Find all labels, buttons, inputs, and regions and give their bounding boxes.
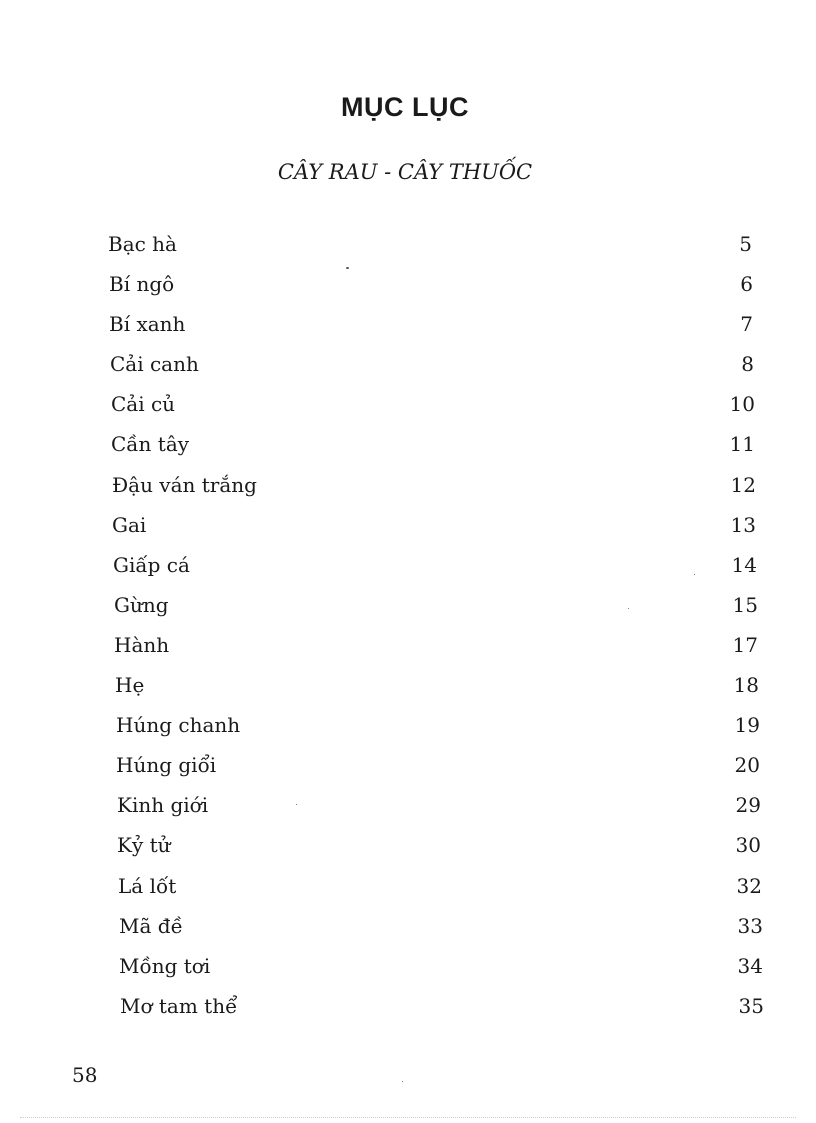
toc-entry-page: 7 — [740, 312, 753, 337]
toc-entry — [0, 994, 816, 1034]
toc-entry-page: 35 — [738, 993, 764, 1018]
toc-entry-label: Bạc hà — [108, 232, 177, 256]
toc-entry-label: Bí xanh — [109, 312, 186, 337]
toc-entry-page: 33 — [737, 913, 763, 938]
toc-entry-page: 17 — [732, 632, 758, 657]
table-of-contents — [0, 232, 816, 1034]
bottom-rule — [20, 1117, 796, 1118]
toc-entry-label: Giấp cá — [113, 552, 190, 577]
section-subtitle: CÂY RAU - CÂY THUỐC — [277, 160, 533, 184]
toc-entry — [0, 352, 816, 392]
toc-entry-page: 6 — [740, 272, 753, 297]
toc-entry — [0, 713, 816, 753]
toc-entry — [0, 793, 816, 833]
toc-entry — [0, 272, 816, 312]
toc-entry-page: 13 — [730, 512, 756, 537]
toc-entry — [0, 473, 816, 513]
toc-entry — [0, 874, 816, 914]
toc-entry-page: 10 — [729, 392, 755, 417]
toc-entry-page: 29 — [735, 793, 761, 818]
toc-entry — [0, 312, 816, 352]
toc-entry-label: Gai — [112, 512, 147, 537]
scan-speck — [296, 804, 297, 805]
toc-entry-label: Cải canh — [110, 352, 199, 377]
toc-entry-page: 12 — [730, 472, 756, 497]
toc-entry-label: Lá lốt — [118, 873, 177, 898]
toc-entry-label: Gừng — [114, 592, 169, 617]
toc-entry — [0, 833, 816, 873]
toc-entry-label: Hành — [114, 632, 170, 657]
toc-entry-label: Cải củ — [111, 392, 176, 417]
toc-entry-label: Mồng tơi — [119, 953, 211, 978]
toc-entry — [0, 914, 816, 954]
scan-speck — [628, 608, 629, 609]
toc-entry-label: Mơ tam thể — [120, 993, 238, 1018]
page-number: 58 — [72, 1063, 98, 1087]
toc-entry — [0, 513, 816, 553]
scan-speck — [346, 267, 349, 269]
toc-entry — [0, 673, 816, 713]
toc-entry — [0, 553, 816, 593]
toc-entry-page: 32 — [736, 873, 762, 898]
toc-entry-label: Mã đề — [119, 913, 183, 938]
toc-entry-page: 34 — [737, 953, 763, 978]
toc-entry-page: 14 — [731, 552, 757, 577]
toc-entry — [0, 954, 816, 994]
scan-speck — [694, 574, 695, 575]
toc-entry-page: 8 — [741, 352, 754, 377]
toc-entry-page: 30 — [735, 833, 761, 858]
scan-speck — [402, 1081, 403, 1082]
toc-entry-label: Hẹ — [115, 673, 145, 698]
toc-entry-label: Húng giổi — [116, 753, 217, 778]
toc-entry-page: 19 — [734, 713, 760, 738]
toc-entry — [0, 593, 816, 633]
toc-entry — [0, 753, 816, 793]
toc-entry-label: Bí ngô — [109, 272, 175, 297]
toc-entry-label: Cần tây — [111, 432, 190, 457]
toc-entry — [0, 633, 816, 673]
toc-entry-page: 15 — [732, 592, 758, 617]
toc-entry-label: Đậu ván trắng — [112, 472, 257, 497]
toc-entry-page: 5 — [739, 232, 752, 256]
toc-entry-label: Kinh giới — [117, 793, 209, 818]
toc-entry-page: 11 — [729, 432, 755, 457]
toc-entry — [0, 432, 816, 472]
toc-entry-page: 20 — [734, 753, 760, 778]
toc-entry — [0, 232, 816, 272]
toc-entry-label: Húng chanh — [116, 713, 241, 738]
toc-entry — [0, 392, 816, 432]
page-title: MỤC LỤC — [341, 92, 469, 122]
toc-entry-label: Kỷ tử — [117, 833, 171, 858]
toc-entry-page: 18 — [733, 673, 759, 698]
